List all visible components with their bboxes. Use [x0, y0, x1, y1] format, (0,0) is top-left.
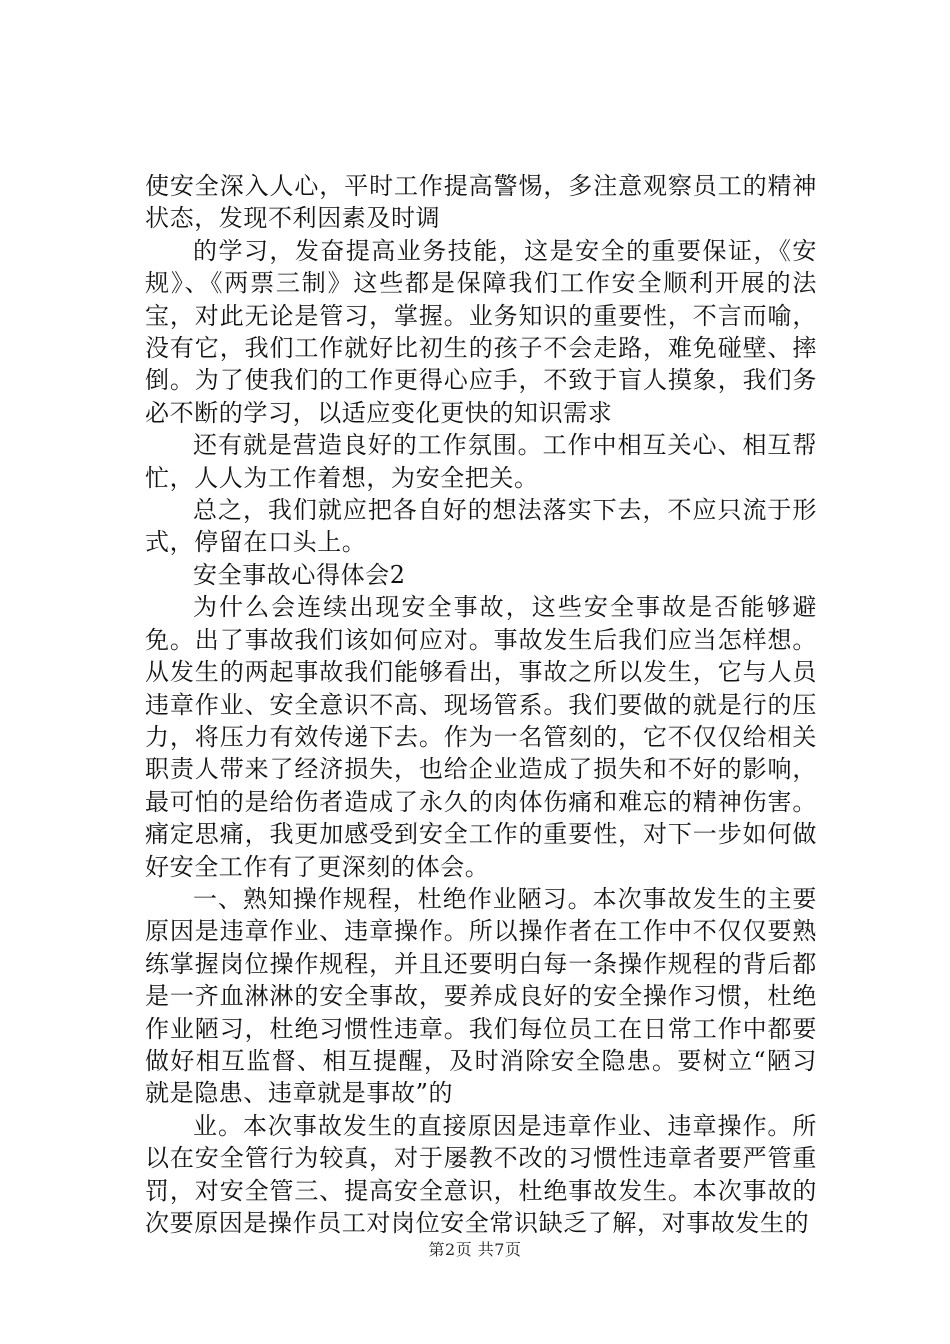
- page-number-footer: 第2页 共7页: [428, 1240, 522, 1259]
- paragraph-5: 为什么会连续出现安全事故，这些安全事故是否能够避免。出了事故我们该如何应对。事故发生后我们应当怎样想。从发生的两起事故我们能够看出，事故之所以发生，它与人员违章作业、安全意识不高、现场管系。我们要做的就是行的压力，将压力有效传递下去。作为一名管刻的，它不仅仅给相关职责人带来了经济损失，也给企业造成了损失和不好的影响，最可怕的是给伤者造成了永久的肉体伤痛和难忘的精神伤害。痛定思痛，我更加感受到安全工作的重要性，对下一步如何做好安全工作有了更深刻的体会。: [145, 593, 817, 881]
- paragraph-3: 还有就是营造良好的工作氛围。工作中相互关心、相互帮忙，人人为工作着想，为安全把关。: [145, 431, 817, 492]
- paragraph-1: 使安全深入人心，平时工作提高警惕，多注意观察员工的精神状态，发现不利因素及时调: [145, 172, 817, 233]
- document-body: [145, 170, 817, 1239]
- paragraph-7: 业。本次事故发生的直接原因是违章作业、违章操作。所以在安全管行为较真，对于屡教不改的习惯性违章者要严管重罚，对安全管三、提高安全意识，杜绝事故发生。本次事故的次要原因是操作员工对岗位安全常识缺乏了解，对事故发生的: [145, 1111, 817, 1237]
- section-heading: 安全事故心得体会2: [193, 560, 406, 589]
- paragraph-2: 的学习，发奋提高业务技能，这是安全的重要保证，《安规》、《两票三制》这些都是保障我们工作安全顺利开展的法宝，对此无论是管习，掌握。业务知识的重要性，不言而喻，没有它，我们工作就好比初生的孩子不会走路，难免碰壁、摔倒。为了使我们的工作更得心应手，不致于盲人摸象，我们务必不断的学习，以适应变化更快的知识需求: [145, 236, 817, 427]
- paragraph-6: 一、熟知操作规程，杜绝作业陋习。本次事故发生的主要原因是违章作业、违章操作。所以操作者在工作中不仅仅要熟练掌握岗位操作规程，并且还要明白每一条操作规程的背后都是一齐血淋淋的安全事故，要养成良好的安全操作习惯，杜绝作业陋习，杜绝习惯性违章。我们每位员工在日常工作中都要做好相互监督、相互提醒，及时消除安全隐患。要树立“陋习就是隐患、违章就是事故”的: [145, 884, 817, 1108]
- paragraph-4: 总之，我们就应把各自好的想法落实下去，不应只流于形式，停留在口头上。: [145, 496, 817, 557]
